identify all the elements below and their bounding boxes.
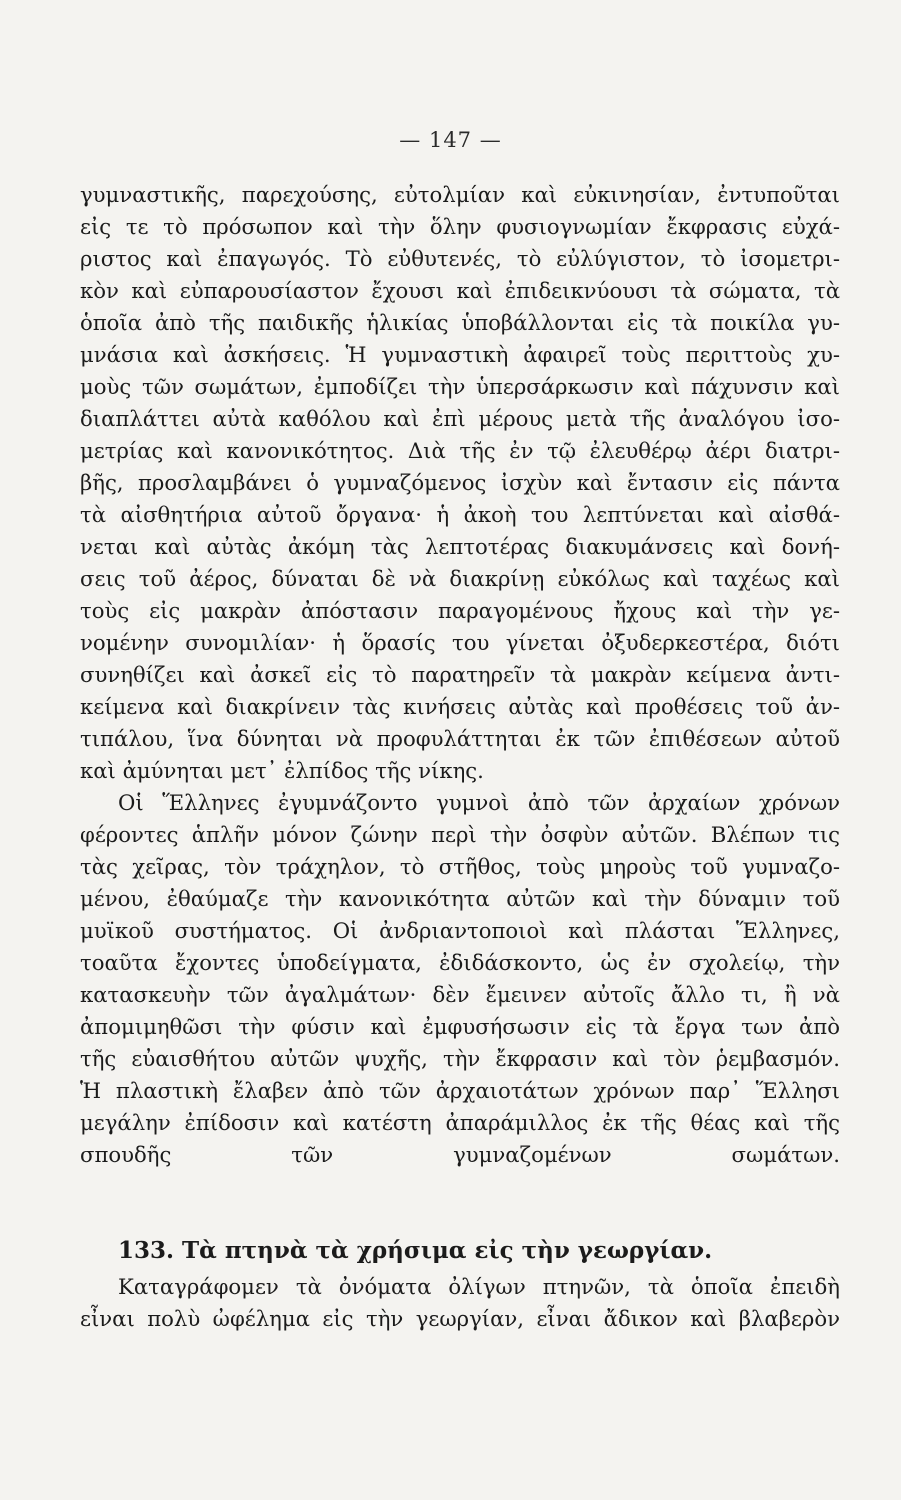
text-line: μοὺς τῶν σωμάτων, ἐμποδίζει τὴν ὑπερσάρκωσιν καὶ πάχυνσιν καὶ [80, 374, 840, 399]
text-line: διαπλάττει αὐτὰ καθόλου καὶ ἐπὶ μέρους μετὰ τῆς ἀναλόγου ἰσο- [80, 406, 840, 431]
text-line: νεται καὶ αὐτὰς ἀκόμη τὰς λεπτοτέρας διακυμάνσεις καὶ δονή- [80, 534, 840, 559]
text-line: γυμναστικῆς, παρεχούσης, εὐτολμίαν καὶ εὐκινησίαν, ἐντυποῦται [80, 182, 840, 207]
text-line: Καταγράφομεν τὰ ὀνόματα ὀλίγων πτηνῶν, τὰ ὁποῖα ἐπειδὴ [118, 1274, 840, 1299]
text-line: εἶναι πολὺ ὠφέλημα εἰς τὴν γεωργίαν, εἶναι ἄδικον καὶ βλαβερὸν [80, 1306, 840, 1331]
text-line: σεις τοῦ ἀέρος, δύναται δὲ νὰ διακρίνῃ εὐκόλως καὶ ταχέως καὶ [80, 566, 840, 591]
text-line: μνάσια καὶ ἀσκήσεις. Ἡ γυμναστικὴ ἀφαιρεῖ τοὺς περιττοὺς χυ- [80, 342, 840, 367]
text-line: εἰς τε τὸ πρόσωπον καὶ τὴν ὅλην φυσιογνωμίαν ἔκφρασις εὐχά- [80, 214, 840, 239]
text-line: καὶ ἀμύνηται μετ᾽ ἐλπίδος τῆς νίκης. [80, 758, 484, 783]
section-heading: 133. Τὰ πτηνὰ τὰ χρήσιμα εἰς τὴν γεωργίαν. [118, 1237, 713, 1264]
text-line: μετρίας καὶ κανονικότητος. Διὰ τῆς ἐν τῷ ἐλευθέρῳ ἀέρι διατρι- [80, 438, 840, 463]
text-line: φέροντες ἁπλῆν μόνον ζώνην περὶ τὴν ὀσφὺν αὐτῶν. Βλέπων τις [80, 822, 840, 847]
text-line: τοὺς εἰς μακρὰν ἀπόστασιν παραγομένους ἤχους καὶ τὴν γε- [80, 598, 840, 623]
text-line: κὸν καὶ εὐπαρουσίαστον ἔχουσι καὶ ἐπιδεικνύουσι τὰ σώματα, τὰ [80, 278, 840, 303]
text-line: Ἡ πλαστικὴ ἔλαβεν ἀπὸ τῶν ἀρχαιοτάτων χρόνων παρ᾽ Ἕλλησι [80, 1078, 840, 1103]
text-line: τὰς χεῖρας, τὸν τράχηλον, τὸ στῆθος, τοὺς μηροὺς τοῦ γυμναζο- [80, 854, 840, 879]
text-line: ριστος καὶ ἐπαγωγός. Τὸ εὐθυτενές, τὸ εὐλύγιστον, τὸ ἰσομετρι- [80, 246, 840, 271]
text-line: κατασκευὴν τῶν ἀγαλμάτων· δὲν ἔμεινεν αὐτοῖς ἄλλο τι, ἢ νὰ [80, 982, 840, 1007]
text-line: μεγάλην ἐπίδοσιν καὶ κατέστη ἀπαράμιλλος ἐκ τῆς θέας καὶ τῆς [80, 1110, 840, 1135]
text-line: κείμενα καὶ διακρίνειν τὰς κινήσεις αὐτὰς καὶ προθέσεις τοῦ ἀν- [80, 694, 840, 719]
text-line: ἀπομιμηθῶσι τὴν φύσιν καὶ ἐμφυσήσωσιν εἰς τὰ ἔργα των ἀπὸ [80, 1014, 840, 1039]
text-line: Οἱ Ἕλληνες ἐγυμνάζοντο γυμνοὶ ἀπὸ τῶν ἀρχαίων χρόνων [118, 790, 840, 815]
text-line: νομένην συνομιλίαν· ἡ ὅρασίς του γίνεται ὀξυδερκεστέρα, διότι [80, 630, 840, 655]
text-line: ὁποῖα ἀπὸ τῆς παιδικῆς ἡλικίας ὑποβάλλονται εἰς τὰ ποικίλα γυ- [80, 310, 840, 335]
text-line: σπουδῆς τῶν γυμναζομένων σωμάτων. [80, 1142, 840, 1167]
text-line: μυϊκοῦ συστήματος. Οἱ ἀνδριαντοποιοὶ καὶ πλάσται Ἕλληνες, [80, 918, 840, 943]
text-line: τὰ αἰσθητήρια αὐτοῦ ὄργανα· ἡ ἀκοὴ του λεπτύνεται καὶ αἰσθά- [80, 502, 840, 527]
text-line: μένου, ἐθαύμαζε τὴν κανονικότητα αὐτῶν καὶ τὴν δύναμιν τοῦ [80, 886, 840, 911]
page-number: — 147 — [399, 128, 502, 152]
text-line: τοαῦτα ἔχοντες ὑποδείγματα, ἐδιδάσκοντο, ὡς ἐν σχολείῳ, τὴν [80, 950, 840, 975]
text-line: συνηθίζει καὶ ἀσκεῖ εἰς τὸ παρατηρεῖν τὰ μακρὰν κείμενα ἀντι- [80, 662, 840, 687]
text-line: βῆς, προσλαμβάνει ὁ γυμναζόμενος ἰσχὺν καὶ ἔντασιν εἰς πάντα [80, 470, 840, 495]
text-line: τῆς εὐαισθήτου αὐτῶν ψυχῆς, τὴν ἔκφρασιν καὶ τὸν ῥεμβασμόν. [80, 1046, 840, 1071]
text-line: τιπάλου, ἵνα δύνηται νὰ προφυλάττηται ἐκ τῶν ἐπιθέσεων αὐτοῦ [80, 726, 840, 751]
